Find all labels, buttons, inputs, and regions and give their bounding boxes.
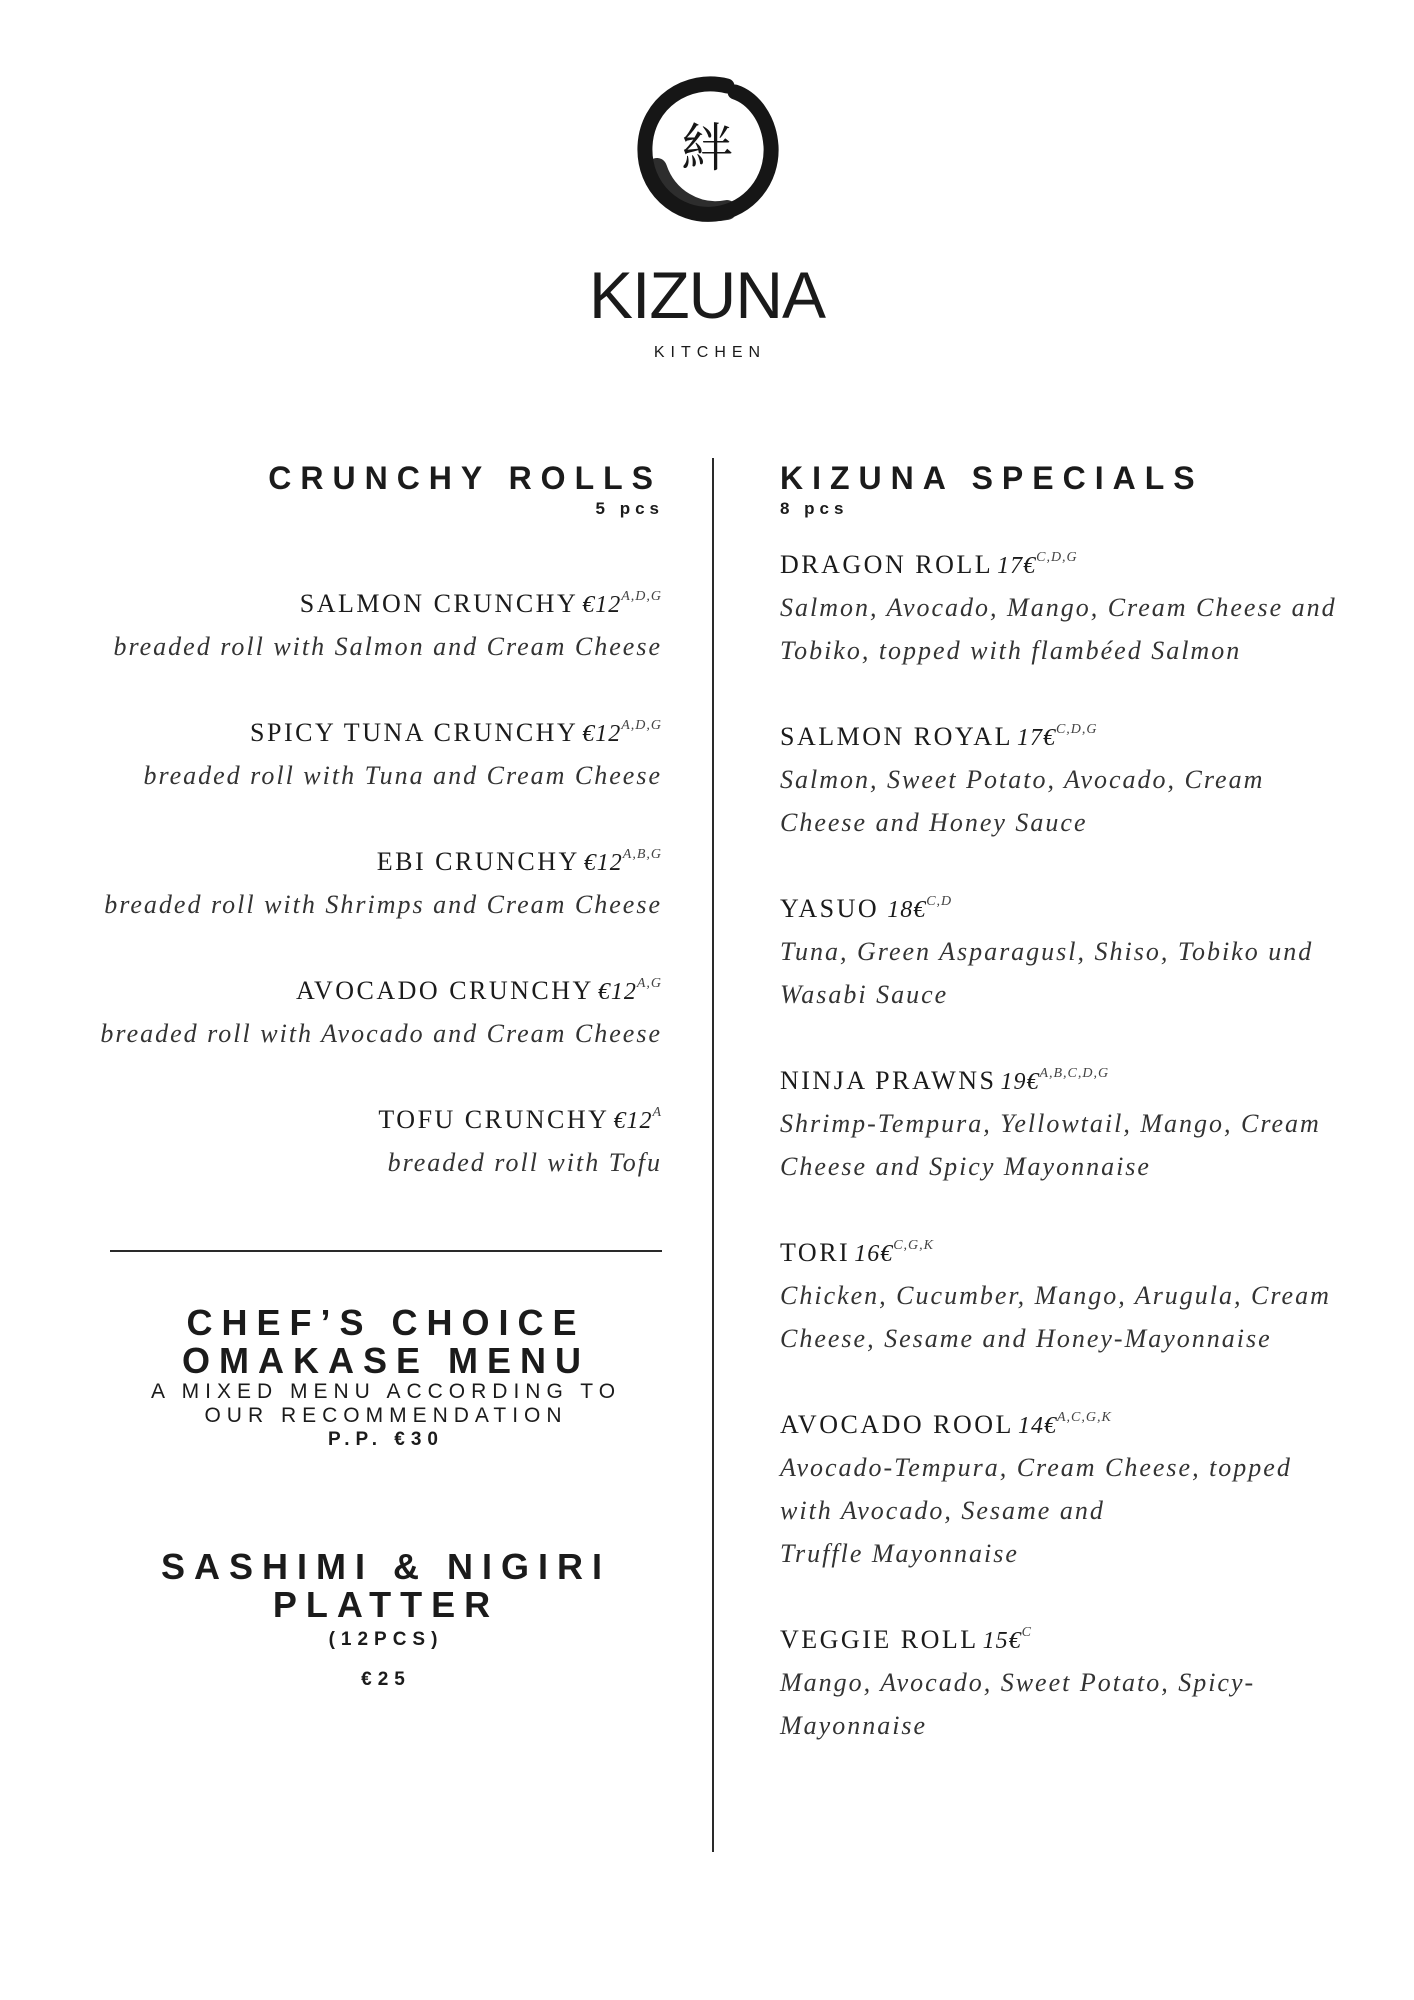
item-name: EBI CRUNCHY — [376, 847, 580, 876]
item-allergens: A,D,G — [621, 589, 662, 604]
item-price: 16€ — [854, 1241, 894, 1267]
item-description: Salmon, Avocado, Mango, Cream Cheese and — [780, 593, 1337, 622]
item-price: €12 — [582, 721, 622, 747]
item-description: Avocado-Tempura, Cream Cheese, topped — [780, 1453, 1292, 1482]
item-allergens: C,D,G — [1055, 722, 1098, 737]
brand-name: KIZUNA — [588, 258, 826, 332]
item-allergens: A,G — [636, 976, 662, 991]
platter-title-line1: SASHIMI & NIGIRI — [160, 1546, 612, 1587]
omakase-desc-line1: A MIXED MENU ACCORDING TO — [150, 1380, 622, 1403]
menu-item-ninja-prawns — [780, 1060, 1321, 1188]
menu-item-tofu-crunchy — [378, 1099, 662, 1184]
omakase-title-line1: CHEF’S CHOICE — [186, 1302, 586, 1343]
item-description: breaded roll with Shrimps and Cream Cheese — [104, 890, 662, 919]
omakase-section — [96, 1304, 676, 1452]
item-description: Mayonnaise — [780, 1711, 928, 1740]
item-description: Chicken, Cucumber, Mango, Arugula, Cream — [780, 1281, 1331, 1310]
item-description: Wasabi Sauce — [780, 980, 949, 1009]
menu-item-ebi-crunchy — [104, 841, 662, 926]
item-name: VEGGIE ROLL — [780, 1625, 979, 1654]
menu-item-veggie-roll — [780, 1619, 1255, 1747]
item-name: TORI — [780, 1238, 851, 1267]
item-name: TOFU CRUNCHY — [378, 1105, 610, 1134]
item-price: €12 — [583, 850, 623, 876]
menu-item-salmon-crunchy — [113, 583, 662, 668]
item-allergens: A — [652, 1105, 662, 1120]
item-description: with Avocado, Sesame and — [780, 1496, 1105, 1525]
item-name: DRAGON ROLL — [780, 550, 994, 579]
item-allergens: C — [1021, 1625, 1032, 1640]
item-name: YASUO — [780, 894, 880, 923]
menu-item-yasuo — [780, 888, 1313, 1016]
brand-subtitle: KITCHEN — [653, 344, 767, 361]
item-description: breaded roll with Tuna and Cream Cheese — [143, 761, 662, 790]
item-price: 15€ — [982, 1628, 1022, 1654]
item-description: Cheese and Honey Sauce — [780, 808, 1088, 837]
item-allergens: A,B,G — [622, 847, 662, 862]
section-divider — [110, 1250, 662, 1252]
brand-logo — [0, 68, 1414, 228]
item-description: Tobiko, topped with flambéed Salmon — [780, 636, 1242, 665]
item-price: 17€ — [997, 553, 1037, 579]
menu-item-tori — [780, 1232, 1331, 1360]
item-price: 19€ — [1000, 1069, 1040, 1095]
item-price: 17€ — [1016, 725, 1056, 751]
item-price: 18€ — [887, 897, 927, 923]
omakase-price: P.P. €30 — [328, 1429, 444, 1450]
menu-item-spicy-tuna-crunchy — [143, 712, 662, 797]
crunchy-rolls-title: CRUNCHY ROLLS — [268, 460, 662, 496]
item-allergens: A,D,G — [621, 718, 662, 733]
platter-section — [96, 1548, 676, 1692]
platter-price: €25 — [361, 1669, 411, 1690]
item-description: breaded roll with Avocado and Cream Cheese — [100, 1019, 662, 1048]
menu-item-avocado-crunchy — [100, 970, 662, 1055]
item-allergens: C,G,K — [893, 1238, 934, 1253]
item-name: AVOCADO CRUNCHY — [296, 976, 594, 1005]
item-name: SALMON ROYAL — [780, 722, 1013, 751]
item-description: breaded roll with Salmon and Cream Cheese — [113, 632, 662, 661]
specials-subtitle: 8 pcs — [780, 499, 849, 518]
item-price: €12 — [582, 592, 622, 618]
logo-kanji: 絆 — [680, 119, 734, 179]
item-price: €12 — [613, 1108, 653, 1134]
menu-item-salmon-royal — [780, 716, 1264, 844]
omakase-title-line2: OMAKASE MENU — [181, 1340, 590, 1381]
item-description: Mango, Avocado, Sweet Potato, Spicy- — [780, 1668, 1256, 1697]
specials-title: KIZUNA SPECIALS — [780, 460, 1204, 496]
item-name: SPICY TUNA CRUNCHY — [250, 718, 579, 747]
menu-item-dragon-roll — [780, 544, 1337, 672]
item-description: Cheese and Spicy Mayonnaise — [780, 1152, 1151, 1181]
item-allergens: A,B,C,D,G — [1039, 1066, 1110, 1081]
platter-title-line2: PLATTER — [272, 1584, 500, 1625]
item-description: breaded roll with Tofu — [387, 1148, 662, 1177]
menu-item-avocado-rool — [780, 1404, 1292, 1575]
item-price: 14€ — [1017, 1413, 1057, 1439]
item-description: Cheese, Sesame and Honey-Mayonnaise — [780, 1324, 1272, 1353]
item-name: NINJA PRAWNS — [780, 1066, 997, 1095]
item-allergens: C,D,G — [1036, 550, 1078, 565]
omakase-desc-line2: OUR RECOMMENDATION — [204, 1404, 568, 1427]
item-name: AVOCADO ROOL — [780, 1410, 1014, 1439]
item-description: Salmon, Sweet Potato, Avocado, Cream — [780, 765, 1265, 794]
crunchy-rolls-subtitle: 5 pcs — [595, 499, 664, 518]
item-description: Tuna, Green Asparagusl, Shiso, Tobiko und — [780, 937, 1314, 966]
item-allergens: A,C,G,K — [1056, 1410, 1112, 1425]
platter-pieces: (12PCS) — [328, 1629, 444, 1650]
item-description: Truffle Mayonnaise — [780, 1539, 1019, 1568]
column-divider — [712, 458, 714, 1852]
item-name: SALMON CRUNCHY — [299, 589, 579, 618]
item-price: €12 — [597, 979, 637, 1005]
item-description: Shrimp-Tempura, Yellowtail, Mango, Cream — [780, 1109, 1321, 1138]
item-allergens: C,D — [926, 894, 953, 909]
enso-kanji-logo — [627, 68, 787, 228]
